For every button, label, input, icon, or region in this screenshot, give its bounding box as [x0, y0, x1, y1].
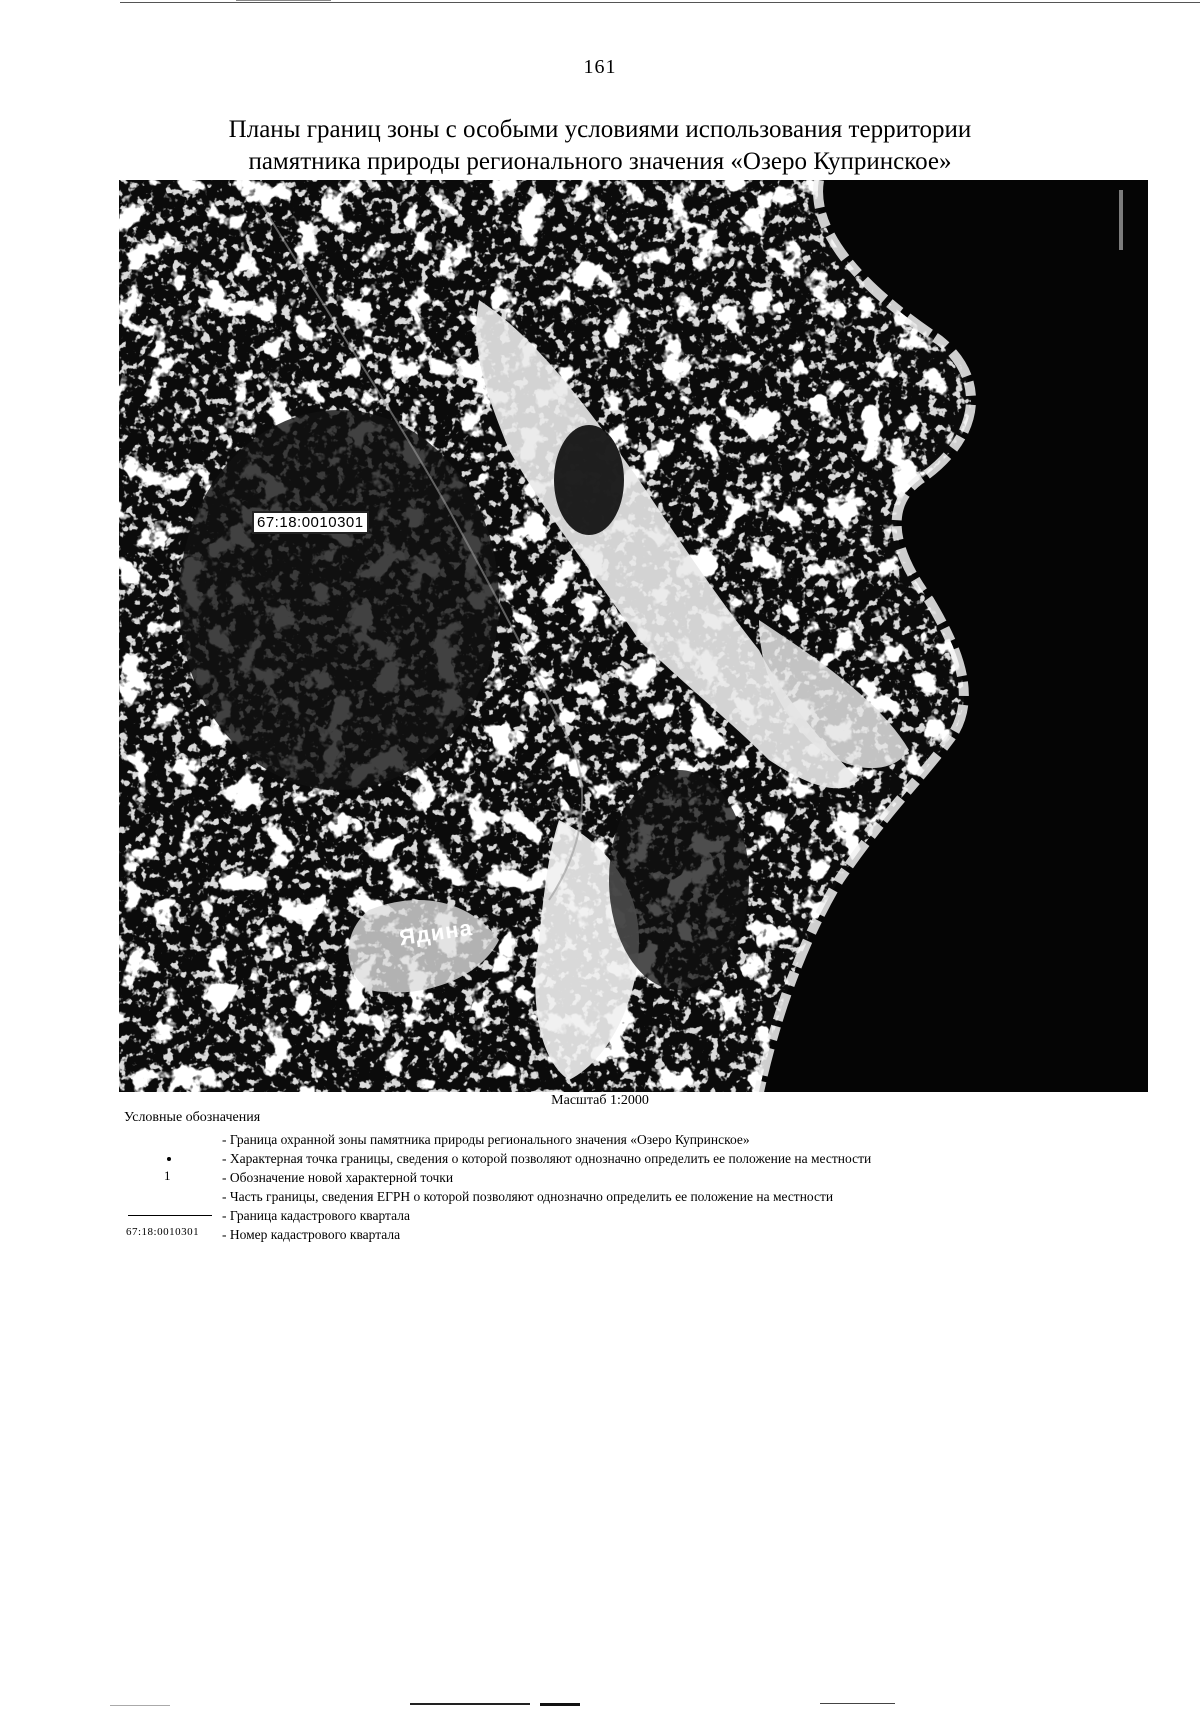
cadastral-quarter-label: 67:18:0010301 — [252, 511, 369, 534]
bottom-mark — [540, 1703, 580, 1706]
cadastral-line-symbol — [128, 1215, 212, 1216]
satellite-map[interactable] — [119, 180, 1148, 1092]
legend-item-text: - Номер кадастрового квартала — [222, 1226, 401, 1242]
top-edge-mark — [236, 0, 331, 1]
legend-item-new-point — [120, 1168, 1080, 1187]
cadastral-code-symbol: 67:18:0010301 — [126, 1226, 200, 1238]
legend-item-text: - Граница кадастрового квартала — [222, 1207, 410, 1223]
legend-title: Условные обозначения — [124, 1110, 261, 1125]
point-dot-icon — [167, 1157, 171, 1161]
settlement-label: Ядина — [397, 914, 475, 951]
legend-item-boundary-part — [120, 1187, 1080, 1206]
legend — [120, 1130, 1080, 1244]
map-scale: Масштаб 1:2000 — [551, 1093, 649, 1108]
legend-item-zone-boundary — [120, 1130, 1080, 1149]
legend-item-text: - Обозначение новой характерной точки — [222, 1169, 454, 1185]
bottom-mark — [820, 1703, 895, 1704]
bottom-mark — [410, 1703, 530, 1705]
legend-item-text: - Характерная точка границы, сведения о которой позволяют однозначно определить ее положение на местности — [222, 1150, 872, 1166]
legend-item-text: - Часть границы, сведения ЕГРН о которой позволяют однозначно определить ее положение на местности — [222, 1188, 834, 1204]
new-point-number-symbol: 1 — [164, 1168, 171, 1183]
legend-item-cadastral-boundary — [120, 1206, 1080, 1225]
satellite-imagery — [119, 180, 1148, 1092]
bottom-mark — [110, 1705, 170, 1706]
title-line-2: памятника природы регионального значения «Озеро Купринское» — [248, 148, 952, 175]
zone-boundary-symbol — [120, 1130, 218, 1149]
boundary-part-symbol — [120, 1187, 218, 1206]
top-rule — [120, 2, 1200, 3]
legend-item-characteristic-point — [120, 1149, 1080, 1168]
title-line-1: Планы границ зоны с особыми условиями использования территории — [228, 116, 972, 143]
page-title — [150, 114, 1050, 178]
legend-item-cadastral-number — [120, 1225, 1080, 1244]
legend-item-text: - Граница охранной зоны памятника природы регионального значения «Озеро Купринское» — [222, 1131, 750, 1147]
page-number: 161 — [583, 56, 617, 78]
